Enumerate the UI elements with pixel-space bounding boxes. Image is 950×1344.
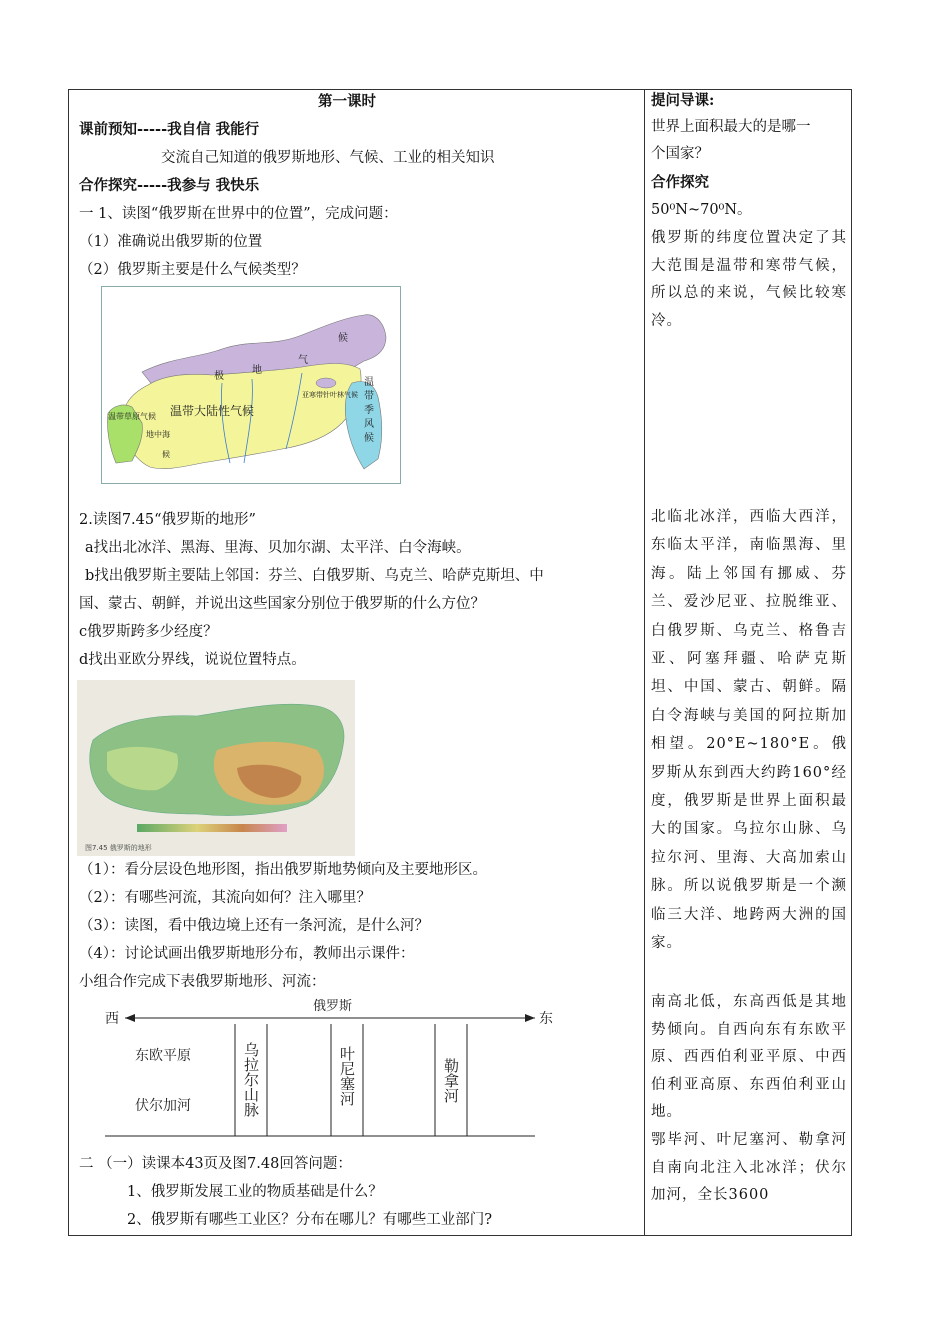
part2-q1: 1、俄罗斯发展工业的物质基础是什么？ <box>127 1184 383 1200</box>
q2-b-line1: b找出俄罗斯主要陆上邻国：芬兰、白俄罗斯、乌克兰、哈萨克斯坦、中 <box>85 568 544 584</box>
part2-q2: 2、俄罗斯有哪些工业区？分布在哪儿？有哪些工业部门? <box>127 1212 492 1228</box>
group-task: 小组合作完成下表俄罗斯地形、河流： <box>79 974 326 990</box>
terrain-map <box>77 680 355 856</box>
part2-intro: 二 （一）读课本43页及图7.48回答问题： <box>79 1156 352 1172</box>
q1-item-1: （1）准确说出俄罗斯的位置 <box>79 234 263 250</box>
preview-heading: 课前预知-----我自信 我能行 <box>79 121 260 138</box>
label-monsoon-3: 季 <box>364 405 374 416</box>
label-climate-misc: 候 <box>162 450 170 459</box>
label-steppe: 温带草原气候 <box>108 412 156 421</box>
diagram-east: 东 <box>539 1011 553 1027</box>
label-subarctic: 亚寒带针叶林气候 <box>302 391 358 399</box>
q2-title: 2.读图7.45“俄罗斯的地形” <box>79 512 256 528</box>
q1-intro: 一 1、读图“俄罗斯在世界中的位置”，完成问题： <box>79 206 398 222</box>
terrain-map-svg <box>77 680 355 856</box>
coop-heading: 合作探究-----我参与 我快乐 <box>79 177 260 194</box>
right-question-line1: 世界上面积最大的是哪一 <box>651 119 811 135</box>
sub-question-4: （4）：讨论试画出俄罗斯地形分布，教师出示课件： <box>79 946 415 962</box>
q2-a: a找出北冰洋、黑海、里海、贝加尔湖、太平洋、白令海峡。 <box>85 540 471 556</box>
label-mediterranean: 地中海 <box>146 430 170 439</box>
diagram-plain: 东欧平原 <box>135 1048 191 1064</box>
preview-text: 交流自己知道的俄罗斯地形、气候、工业的相关知识 <box>161 150 495 166</box>
right-latitude: 50⁰N~70⁰N。 <box>651 202 752 218</box>
label-continental: 温带大陆性气候 <box>170 404 255 418</box>
label-monsoon-2: 带 <box>364 391 374 402</box>
q2-c: c俄罗斯跨多少经度？ <box>79 624 218 640</box>
right-climate-text: 俄罗斯的纬度位置决定了其大范围是温带和寒带气候，所以总的来说，气候比较寒冷。 <box>651 230 847 329</box>
right-rivers-text: 鄂毕河、叶尼塞河、勒拿河自南向北注入北冰洋；伏尔加河，全长3600 <box>651 1132 847 1204</box>
diagram-yenisei: 叶尼塞河 <box>338 1046 356 1106</box>
q2-d: d找出亚欧分界线，说说位置特点。 <box>79 652 306 668</box>
climate-map-svg <box>102 287 400 483</box>
label-monsoon-4: 风 <box>364 419 374 430</box>
label-monsoon-5: 候 <box>364 433 374 444</box>
label-polar-3: 气 <box>298 355 308 366</box>
right-heading: 提问导课: <box>651 92 715 109</box>
diagram-ural: 乌拉尔山脉 <box>242 1042 260 1117</box>
right-terrain-text: 南高北低，东高西低是其地势倾向。自西向东有东欧平原、西西伯利亚平原、中西伯利亚高原、东西伯利亚山地。 <box>651 994 847 1121</box>
q2-b-line2: 国、蒙古、朝鲜，并说出这些国家分别位于俄罗斯的什么方位？ <box>79 596 485 612</box>
q1-item-2: （2）俄罗斯主要是什么气候类型？ <box>79 262 306 278</box>
right-location-text: 北临北冰洋，西临大西洋，东临太平洋，南临黑海、里海。陆上邻国有挪威、芬兰、爱沙尼亚、拉脱维亚、白俄罗斯、乌克兰、格鲁吉亚、阿塞拜疆、哈萨克斯坦、中国、蒙古、朝鲜。隔白令海峡与美国的阿拉斯加相望。20°E~180°E。俄罗斯从东到西大约跨160°经度，俄罗斯是世界上面积最大的国家。乌拉尔山脉、乌拉尔河、里海、大高加索山脉。所以说俄罗斯是一个濒临三大洋、地跨两大洲的国家。 <box>651 509 847 952</box>
label-monsoon-1: 温 <box>364 377 374 388</box>
diagram-title: 俄罗斯 <box>313 999 353 1014</box>
diagram-volga: 伏尔加河 <box>135 1098 191 1114</box>
climate-map <box>101 286 401 484</box>
terrain-diagram <box>95 996 565 1146</box>
right-question-line2: 个国家？ <box>651 146 709 162</box>
lesson-title: 第一课时 <box>318 93 376 110</box>
sub-question-1: （1）：看分层设色地形图，指出俄罗斯地势倾向及主要地形区。 <box>79 862 487 878</box>
sub-question-2: （2）：有哪些河流，其流向如何？注入哪里？ <box>79 890 371 906</box>
lesson-table <box>68 89 852 1236</box>
label-polar-1: 极 <box>214 371 224 382</box>
right-coop: 合作探究 <box>651 174 709 191</box>
diagram-lena: 勒拿河 <box>442 1058 460 1103</box>
sub-question-3: （3）：读图，看中俄边境上还有一条河流，是什么河？ <box>79 918 429 934</box>
column-divider <box>644 90 645 1235</box>
diagram-west: 西 <box>105 1011 119 1027</box>
label-polar-2: 地 <box>252 365 262 376</box>
terrain-map-caption: 图7.45 俄罗斯的地形 <box>85 844 152 852</box>
label-polar-4: 候 <box>338 333 348 344</box>
